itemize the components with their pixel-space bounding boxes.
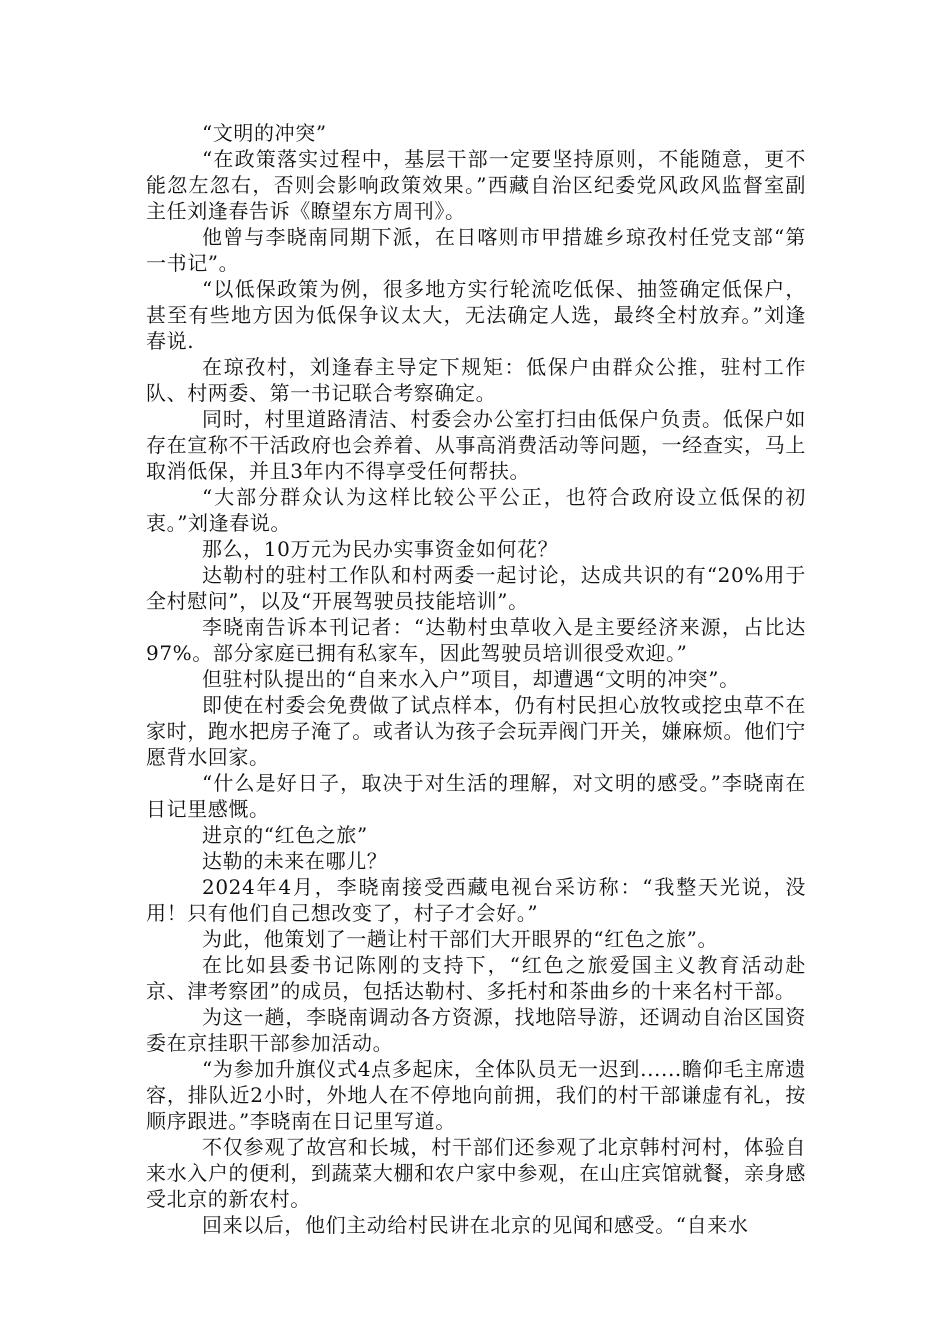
article-body xyxy=(146,120,806,1238)
paragraph: “大部分群众认为这样比较公平公正，也符合政府设立低保的初衷。”刘逢春说。 xyxy=(146,485,806,535)
paragraph: 不仅参观了故宫和长城，村干部们还参观了北京韩村河村，体验自来水入户的便利，到蔬菜大棚和农户家中参观，在山庄宾馆就餐，亲身感受北京的新农村。 xyxy=(146,1135,806,1211)
paragraph: 达勒的未来在哪儿？ xyxy=(202,849,388,873)
paragraph: 即使在村委会免费做了试点样本，仍有村民担心放牧或挖虫草不在家时，跑水把房子淹了。或者认为孩子会玩弄阀门开关，嫌麻烦。他们宁愿背水回家。 xyxy=(146,693,806,769)
paragraph: 2024年4月，李晓南接受西藏电视台采访称：“我整天光说，没用！只有他们自己想改变了，村子才会好。” xyxy=(146,875,806,925)
paragraph: “以低保政策为例，很多地方实行轮流吃低保、抽签确定低保户，甚至有些地方因为低保争议太大，无法确定人选，最终全村放弃。”刘逢春说. xyxy=(146,277,806,353)
section-heading: “文明的冲突” xyxy=(202,121,327,145)
paragraph: 为此，他策划了一趟让村干部们大开眼界的“红色之旅”。 xyxy=(202,927,719,951)
paragraph: 回来以后，他们主动给村民讲在北京的见闻和感受。“自来水 xyxy=(202,1213,749,1237)
paragraph: 在比如县委书记陈刚的支持下，“红色之旅爱国主义教育活动赴京、津考察团”的成员，包括达勒村、多托村和茶曲乡的十来名村干部。 xyxy=(146,953,806,1003)
paragraph: 同时，村里道路清洁、村委会办公室打扫由低保户负责。低保户如存在宣称不干活政府也会养着、从事高消费活动等问题，一经查实，马上取消低保，并且3年内不得享受任何帮扶。 xyxy=(146,407,806,483)
paragraph: “在政策落实过程中，基层干部一定要坚持原则，不能随意，更不能忽左忽右，否则会影响政策效果。”西藏自治区纪委党风政风监督室副主任刘逢春告诉《瞭望东方周刊》。 xyxy=(146,147,806,223)
paragraph: “为参加升旗仪式4点多起床，全体队员无一迟到......瞻仰毛主席遗容，排队近2小时，外地人在不停地向前拥，我们的村干部谦虚有礼，按顺序跟进。”李晓南在日记里写道。 xyxy=(146,1057,806,1133)
paragraph: 那么，10万元为民办实事资金如何花？ xyxy=(202,537,559,561)
paragraph: 在琼孜村，刘逢春主导定下规矩：低保户由群众公推，驻村工作队、村两委、第一书记联合考察确定。 xyxy=(146,355,806,405)
paragraph: 他曾与李晓南同期下派，在日喀则市甲措雄乡琼孜村任党支部“第一书记”。 xyxy=(146,225,806,275)
paragraph: 达勒村的驻村工作队和村两委一起讨论，达成共识的有“20%用于全村慰问”，以及“开展驾驶员技能培训”。 xyxy=(146,563,806,613)
section-heading: 进京的“红色之旅” xyxy=(202,823,368,847)
paragraph: “什么是好日子，取决于对生活的理解，对文明的感受。”李晓南在日记里感慨。 xyxy=(146,771,806,821)
paragraph: 为这一趟，李晓南调动各方资源，找地陪导游，还调动自治区国资委在京挂职干部参加活动。 xyxy=(146,1005,806,1055)
paragraph: 但驻村队提出的“自来水入户”项目，却遭遇“文明的冲突”。 xyxy=(202,667,740,691)
paragraph: 李晓南告诉本刊记者：“达勒村虫草收入是主要经济来源，占比达97%。部分家庭已拥有私家车，因此驾驶员培训很受欢迎。” xyxy=(146,615,806,665)
